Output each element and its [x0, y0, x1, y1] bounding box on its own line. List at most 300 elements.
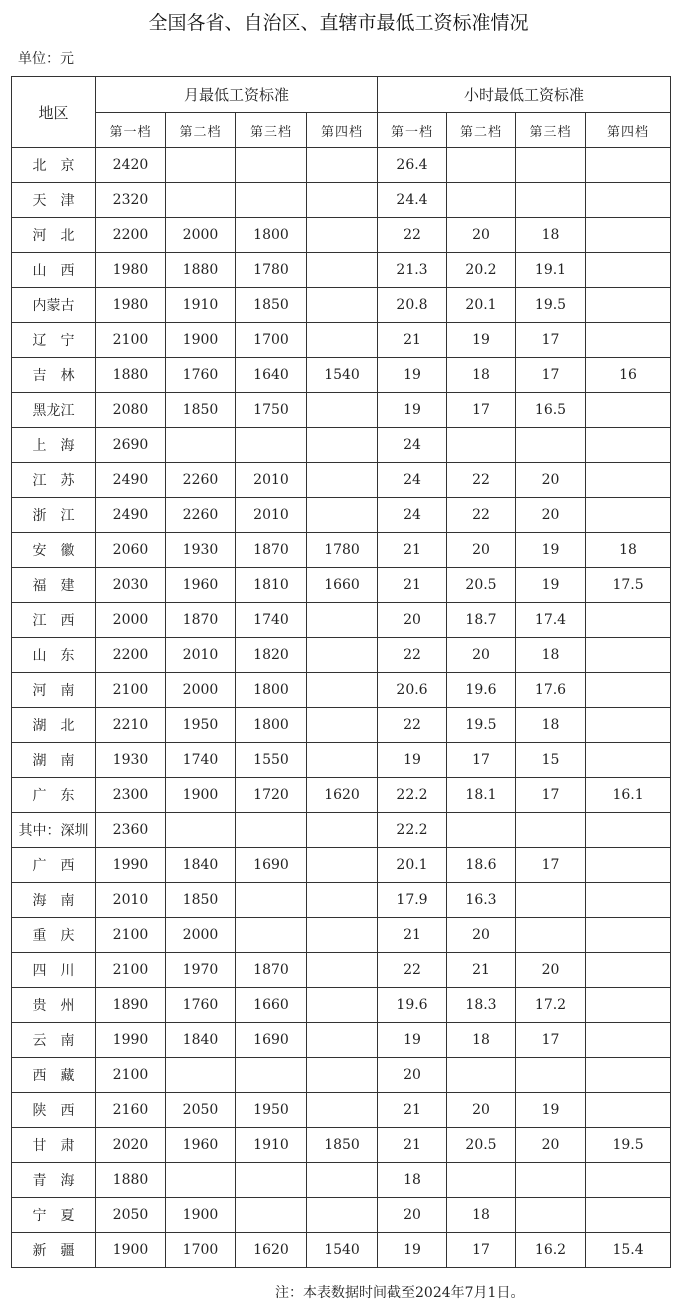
region-cell: 广 东 [12, 778, 96, 813]
hourly-tier-3-cell: 20 [516, 953, 586, 988]
region-cell: 湖 南 [12, 743, 96, 778]
region-cell: 河 南 [12, 673, 96, 708]
table-row [12, 148, 671, 183]
hourly-tier-2-cell: 17 [447, 1233, 516, 1268]
monthly-tier-2-cell [166, 813, 236, 848]
monthly-tier-3-cell: 1870 [236, 953, 307, 988]
monthly-tier-2-cell: 1900 [166, 323, 236, 358]
hourly-tier-3-cell: 18 [516, 638, 586, 673]
monthly-tier-4-cell [307, 1093, 378, 1128]
monthly-tier-4-cell [307, 848, 378, 883]
hourly-tier-2-cell: 16.3 [447, 883, 516, 918]
hourly-tier-1-cell: 19 [378, 1023, 447, 1058]
region-cell: 海 南 [12, 883, 96, 918]
region-cell: 甘 肃 [12, 1128, 96, 1163]
table-row [12, 848, 671, 883]
hourly-tier-3-cell: 20 [516, 1128, 586, 1163]
monthly-tier-1-cell: 2200 [96, 218, 166, 253]
hourly-tier-4-cell [586, 323, 671, 358]
monthly-tier-4-cell [307, 253, 378, 288]
region-cell: 江 西 [12, 603, 96, 638]
hourly-tier-1-cell: 21 [378, 1093, 447, 1128]
monthly-tier-2-cell: 2000 [166, 918, 236, 953]
hourly-tier-2-cell: 20.2 [447, 253, 516, 288]
region-cell: 辽 宁 [12, 323, 96, 358]
hourly-tier-4-cell [586, 743, 671, 778]
hourly-tier-1-cell: 21 [378, 1128, 447, 1163]
hourly-tier-1-cell: 21 [378, 568, 447, 603]
monthly-tier-2-cell [166, 1163, 236, 1198]
monthly-tier-3-cell [236, 918, 307, 953]
monthly-tier-3-cell: 1950 [236, 1093, 307, 1128]
monthly-tier-4-cell [307, 323, 378, 358]
hourly-tier-4-cell: 16 [586, 358, 671, 393]
hourly-tier-1-cell: 20.1 [378, 848, 447, 883]
hourly-tier-1-cell: 22 [378, 638, 447, 673]
hourly-tier-2-cell: 20 [447, 1093, 516, 1128]
table-row [12, 498, 671, 533]
region-cell: 山 东 [12, 638, 96, 673]
region-cell: 其中：深圳 [12, 813, 96, 848]
monthly-tier-3-cell: 1800 [236, 708, 307, 743]
monthly-tier-1-cell: 2160 [96, 1093, 166, 1128]
monthly-tier-4-cell [307, 603, 378, 638]
region-cell: 河 北 [12, 218, 96, 253]
monthly-tier-3-header: 第三档 [236, 113, 307, 148]
monthly-tier-4-cell [307, 218, 378, 253]
monthly-tier-1-cell: 2030 [96, 568, 166, 603]
table-row [12, 1058, 671, 1093]
monthly-tier-2-cell: 1900 [166, 1198, 236, 1233]
monthly-tier-4-cell [307, 1163, 378, 1198]
hourly-tier-2-cell: 20.5 [447, 1128, 516, 1163]
footnote: 注：本表数据时间截至2024年7月1日。 [275, 1285, 525, 1301]
table-row [12, 743, 671, 778]
region-cell: 贵 州 [12, 988, 96, 1023]
hourly-tier-3-cell: 17.2 [516, 988, 586, 1023]
hourly-tier-3-cell: 16.5 [516, 393, 586, 428]
hourly-tier-4-cell: 19.5 [586, 1128, 671, 1163]
table-row [12, 1128, 671, 1163]
monthly-tier-4-cell: 1540 [307, 1233, 378, 1268]
monthly-tier-4-cell: 1850 [307, 1128, 378, 1163]
monthly-tier-2-cell [166, 1058, 236, 1093]
hourly-tier-1-cell: 19 [378, 358, 447, 393]
hourly-tier-4-cell [586, 918, 671, 953]
monthly-tier-1-cell: 2490 [96, 498, 166, 533]
hourly-tier-2-cell: 18 [447, 1198, 516, 1233]
monthly-tier-2-cell: 1960 [166, 1128, 236, 1163]
monthly-tier-2-cell: 1960 [166, 568, 236, 603]
hourly-tier-3-cell: 17 [516, 778, 586, 813]
hourly-tier-3-cell [516, 1198, 586, 1233]
hourly-tier-4-cell [586, 638, 671, 673]
monthly-tier-4-cell [307, 743, 378, 778]
monthly-tier-1-cell: 1900 [96, 1233, 166, 1268]
hourly-tier-2-cell [447, 1163, 516, 1198]
monthly-tier-4-cell: 1780 [307, 533, 378, 568]
monthly-tier-2-cell: 1930 [166, 533, 236, 568]
monthly-tier-3-cell: 1810 [236, 568, 307, 603]
hourly-tier-1-cell: 22 [378, 218, 447, 253]
hourly-tier-1-cell: 20 [378, 1198, 447, 1233]
monthly-tier-3-cell: 1740 [236, 603, 307, 638]
region-cell: 内蒙古 [12, 288, 96, 323]
hourly-tier-1-cell: 21 [378, 533, 447, 568]
table-row [12, 778, 671, 813]
hourly-tier-4-cell [586, 1198, 671, 1233]
table-row [12, 183, 671, 218]
monthly-tier-4-cell [307, 638, 378, 673]
table-row [12, 428, 671, 463]
monthly-tier-4-cell [307, 1058, 378, 1093]
hourly-tier-1-cell: 21.3 [378, 253, 447, 288]
monthly-tier-4-cell: 1620 [307, 778, 378, 813]
region-cell: 安 徽 [12, 533, 96, 568]
hourly-tier-2-cell: 22 [447, 498, 516, 533]
hourly-tier-4-cell [586, 883, 671, 918]
hourly-tier-1-cell: 20 [378, 1058, 447, 1093]
hourly-tier-2-cell: 21 [447, 953, 516, 988]
monthly-tier-2-cell: 2000 [166, 673, 236, 708]
region-cell: 陕 西 [12, 1093, 96, 1128]
hourly-tier-3-cell [516, 813, 586, 848]
monthly-tier-2-cell: 2050 [166, 1093, 236, 1128]
hourly-tier-1-cell: 22 [378, 708, 447, 743]
monthly-tier-2-cell: 2010 [166, 638, 236, 673]
region-header: 地区 [12, 77, 96, 148]
hourly-tier-2-cell: 19.6 [447, 673, 516, 708]
hourly-tier-3-cell: 17 [516, 1023, 586, 1058]
monthly-tier-2-cell: 1950 [166, 708, 236, 743]
monthly-tier-1-cell: 2360 [96, 813, 166, 848]
hourly-tier-1-cell: 20 [378, 603, 447, 638]
monthly-tier-1-cell: 1890 [96, 988, 166, 1023]
hourly-tier-3-cell: 17 [516, 848, 586, 883]
hourly-tier-2-cell: 18.3 [447, 988, 516, 1023]
monthly-tier-1-cell: 2420 [96, 148, 166, 183]
hourly-tier-3-cell: 19 [516, 568, 586, 603]
hourly-tier-1-cell: 19.6 [378, 988, 447, 1023]
monthly-tier-1-cell: 2100 [96, 673, 166, 708]
monthly-tier-3-cell: 1690 [236, 1023, 307, 1058]
monthly-tier-3-cell: 1690 [236, 848, 307, 883]
monthly-tier-2-cell: 1740 [166, 743, 236, 778]
hourly-tier-1-cell: 24 [378, 428, 447, 463]
monthly-tier-3-cell: 1910 [236, 1128, 307, 1163]
hourly-tier-4-cell [586, 848, 671, 883]
hourly-tier-1-cell: 24 [378, 498, 447, 533]
hourly-tier-2-cell: 20.1 [447, 288, 516, 323]
region-cell: 山 西 [12, 253, 96, 288]
monthly-tier-3-cell: 1780 [236, 253, 307, 288]
table-row [12, 1093, 671, 1128]
monthly-tier-1-cell: 2000 [96, 603, 166, 638]
monthly-tier-4-cell [307, 183, 378, 218]
hourly-tier-3-cell [516, 148, 586, 183]
hourly-tier-2-cell: 17 [447, 743, 516, 778]
region-cell: 重 庆 [12, 918, 96, 953]
monthly-tier-1-cell: 1990 [96, 1023, 166, 1058]
hourly-tier-3-cell [516, 883, 586, 918]
hourly-tier-2-cell: 20.5 [447, 568, 516, 603]
monthly-tier-1-cell: 1990 [96, 848, 166, 883]
hourly-tier-2-cell: 18 [447, 358, 516, 393]
monthly-tier-3-cell: 1660 [236, 988, 307, 1023]
monthly-tier-2-header: 第二档 [166, 113, 236, 148]
hourly-tier-1-cell: 21 [378, 323, 447, 358]
monthly-tier-2-cell: 1700 [166, 1233, 236, 1268]
hourly-tier-4-cell: 15.4 [586, 1233, 671, 1268]
monthly-tier-4-cell: 1540 [307, 358, 378, 393]
monthly-tier-1-cell: 1980 [96, 288, 166, 323]
region-cell: 湖 北 [12, 708, 96, 743]
hourly-tier-4-cell [586, 813, 671, 848]
table-row [12, 1233, 671, 1268]
table-row [12, 918, 671, 953]
hourly-tier-4-cell [586, 953, 671, 988]
hourly-tier-3-cell: 16.2 [516, 1233, 586, 1268]
hourly-tier-4-cell [586, 1093, 671, 1128]
monthly-tier-1-cell: 2210 [96, 708, 166, 743]
table-body [12, 148, 671, 1268]
table-row [12, 1023, 671, 1058]
monthly-tier-4-cell [307, 673, 378, 708]
hourly-tier-4-cell [586, 1163, 671, 1198]
monthly-tier-3-cell: 1750 [236, 393, 307, 428]
monthly-tier-3-cell [236, 183, 307, 218]
monthly-tier-1-cell: 1980 [96, 253, 166, 288]
hourly-tier-2-cell [447, 1058, 516, 1093]
monthly-tier-1-cell: 2320 [96, 183, 166, 218]
monthly-tier-3-cell: 1550 [236, 743, 307, 778]
hourly-tier-4-cell: 18 [586, 533, 671, 568]
monthly-tier-3-cell: 1640 [236, 358, 307, 393]
monthly-tier-1-cell: 2100 [96, 1058, 166, 1093]
monthly-header: 月最低工资标准 [96, 77, 378, 113]
hourly-tier-3-cell: 17 [516, 358, 586, 393]
hourly-tier-4-cell [586, 1023, 671, 1058]
monthly-tier-4-cell [307, 883, 378, 918]
monthly-tier-1-cell: 2200 [96, 638, 166, 673]
hourly-tier-1-cell: 19 [378, 743, 447, 778]
hourly-tier-2-header: 第二档 [447, 113, 516, 148]
table-row [12, 708, 671, 743]
hourly-tier-1-cell: 19 [378, 1233, 447, 1268]
monthly-tier-3-cell [236, 428, 307, 463]
hourly-tier-3-cell [516, 1163, 586, 1198]
monthly-tier-3-cell: 2010 [236, 498, 307, 533]
region-cell: 宁 夏 [12, 1198, 96, 1233]
monthly-tier-3-cell: 1870 [236, 533, 307, 568]
hourly-tier-3-cell [516, 428, 586, 463]
table-row [12, 463, 671, 498]
hourly-tier-2-cell: 20 [447, 533, 516, 568]
hourly-tier-4-cell [586, 428, 671, 463]
hourly-tier-4-cell [586, 288, 671, 323]
hourly-tier-3-cell: 18 [516, 708, 586, 743]
hourly-tier-2-cell: 19 [447, 323, 516, 358]
monthly-tier-2-cell: 2000 [166, 218, 236, 253]
hourly-tier-3-cell: 18 [516, 218, 586, 253]
region-cell: 广 西 [12, 848, 96, 883]
monthly-tier-4-cell [307, 463, 378, 498]
hourly-tier-4-cell [586, 463, 671, 498]
table-row [12, 638, 671, 673]
hourly-tier-4-cell [586, 603, 671, 638]
monthly-tier-4-cell [307, 288, 378, 323]
hourly-tier-4-header: 第四档 [586, 113, 671, 148]
monthly-tier-4-cell [307, 813, 378, 848]
hourly-tier-2-cell: 18.7 [447, 603, 516, 638]
monthly-tier-3-cell: 1850 [236, 288, 307, 323]
region-cell: 上 海 [12, 428, 96, 463]
hourly-tier-4-cell [586, 673, 671, 708]
region-cell: 吉 林 [12, 358, 96, 393]
table-row [12, 288, 671, 323]
hourly-tier-2-cell: 18 [447, 1023, 516, 1058]
hourly-tier-2-cell: 20 [447, 918, 516, 953]
hourly-tier-2-cell [447, 183, 516, 218]
monthly-tier-1-cell: 2020 [96, 1128, 166, 1163]
hourly-tier-3-cell [516, 918, 586, 953]
table-row [12, 218, 671, 253]
monthly-tier-3-cell [236, 1058, 307, 1093]
hourly-tier-1-cell: 24 [378, 463, 447, 498]
monthly-tier-3-cell [236, 1163, 307, 1198]
monthly-tier-1-cell: 2060 [96, 533, 166, 568]
monthly-tier-2-cell: 1850 [166, 883, 236, 918]
hourly-tier-4-cell [586, 1058, 671, 1093]
monthly-tier-2-cell: 1870 [166, 603, 236, 638]
hourly-tier-3-cell: 19.1 [516, 253, 586, 288]
monthly-tier-1-cell: 2010 [96, 883, 166, 918]
table-row [12, 568, 671, 603]
monthly-tier-4-cell [307, 1023, 378, 1058]
page-title: 全国各省、自治区、直辖市最低工资标准情况 [148, 12, 529, 34]
hourly-tier-3-cell: 20 [516, 498, 586, 533]
hourly-tier-4-cell [586, 393, 671, 428]
hourly-tier-4-cell: 17.5 [586, 568, 671, 603]
hourly-tier-2-cell: 19.5 [447, 708, 516, 743]
monthly-tier-3-cell: 1700 [236, 323, 307, 358]
table-row [12, 953, 671, 988]
monthly-tier-4-cell [307, 148, 378, 183]
region-cell: 浙 江 [12, 498, 96, 533]
table-row [12, 1163, 671, 1198]
hourly-tier-4-cell [586, 988, 671, 1023]
hourly-tier-2-cell: 20 [447, 638, 516, 673]
monthly-tier-4-cell [307, 708, 378, 743]
hourly-tier-4-cell [586, 498, 671, 533]
monthly-tier-4-cell [307, 498, 378, 533]
monthly-tier-2-cell: 1760 [166, 358, 236, 393]
hourly-tier-1-cell: 22.2 [378, 813, 447, 848]
monthly-tier-2-cell [166, 183, 236, 218]
region-cell: 江 苏 [12, 463, 96, 498]
hourly-tier-2-cell: 17 [447, 393, 516, 428]
hourly-tier-3-cell: 20 [516, 463, 586, 498]
monthly-tier-1-cell: 1880 [96, 358, 166, 393]
monthly-tier-1-header: 第一档 [96, 113, 166, 148]
hourly-tier-2-cell [447, 148, 516, 183]
minimum-wage-table [11, 76, 671, 1268]
monthly-tier-3-cell [236, 813, 307, 848]
monthly-tier-1-cell: 2080 [96, 393, 166, 428]
monthly-tier-2-cell: 1900 [166, 778, 236, 813]
hourly-tier-3-cell: 17.6 [516, 673, 586, 708]
monthly-tier-1-cell: 2100 [96, 918, 166, 953]
region-cell: 四 川 [12, 953, 96, 988]
hourly-tier-3-cell: 19.5 [516, 288, 586, 323]
region-cell: 新 疆 [12, 1233, 96, 1268]
monthly-tier-1-cell: 2690 [96, 428, 166, 463]
monthly-tier-3-cell: 1720 [236, 778, 307, 813]
monthly-tier-2-cell [166, 148, 236, 183]
hourly-tier-1-cell: 20.8 [378, 288, 447, 323]
table-row [12, 603, 671, 638]
hourly-tier-1-cell: 22 [378, 953, 447, 988]
unit-label: 单位：元 [18, 51, 74, 67]
monthly-tier-4-cell: 1660 [307, 568, 378, 603]
monthly-tier-3-cell [236, 1198, 307, 1233]
region-cell: 云 南 [12, 1023, 96, 1058]
monthly-tier-2-cell [166, 428, 236, 463]
monthly-tier-3-cell: 1620 [236, 1233, 307, 1268]
hourly-tier-1-cell: 21 [378, 918, 447, 953]
monthly-tier-2-cell: 2260 [166, 463, 236, 498]
monthly-tier-1-cell: 1930 [96, 743, 166, 778]
hourly-tier-3-cell [516, 1058, 586, 1093]
region-cell: 北 京 [12, 148, 96, 183]
monthly-tier-3-cell: 1800 [236, 673, 307, 708]
hourly-tier-2-cell: 22 [447, 463, 516, 498]
hourly-tier-2-cell [447, 813, 516, 848]
hourly-tier-4-cell [586, 183, 671, 218]
hourly-tier-1-header: 第一档 [378, 113, 447, 148]
table-row [12, 883, 671, 918]
hourly-tier-4-cell [586, 253, 671, 288]
monthly-tier-4-cell [307, 1198, 378, 1233]
hourly-tier-1-cell: 17.9 [378, 883, 447, 918]
monthly-tier-2-cell: 1840 [166, 1023, 236, 1058]
monthly-tier-1-cell: 2050 [96, 1198, 166, 1233]
table-row [12, 1198, 671, 1233]
monthly-tier-3-cell [236, 883, 307, 918]
hourly-tier-4-cell [586, 708, 671, 743]
region-cell: 天 津 [12, 183, 96, 218]
monthly-tier-4-cell [307, 428, 378, 463]
hourly-tier-1-cell: 18 [378, 1163, 447, 1198]
hourly-header: 小时最低工资标准 [378, 77, 671, 113]
monthly-tier-1-cell: 2100 [96, 323, 166, 358]
monthly-tier-2-cell: 1760 [166, 988, 236, 1023]
table-row [12, 533, 671, 568]
region-cell: 黑龙江 [12, 393, 96, 428]
region-cell: 青 海 [12, 1163, 96, 1198]
table-row [12, 358, 671, 393]
table-row [12, 253, 671, 288]
hourly-tier-1-cell: 22.2 [378, 778, 447, 813]
hourly-tier-2-cell: 18.6 [447, 848, 516, 883]
table-row [12, 323, 671, 358]
hourly-tier-1-cell: 19 [378, 393, 447, 428]
monthly-tier-3-cell: 2010 [236, 463, 307, 498]
monthly-tier-1-cell: 2300 [96, 778, 166, 813]
hourly-tier-1-cell: 20.6 [378, 673, 447, 708]
monthly-tier-4-cell [307, 918, 378, 953]
monthly-tier-3-cell [236, 148, 307, 183]
